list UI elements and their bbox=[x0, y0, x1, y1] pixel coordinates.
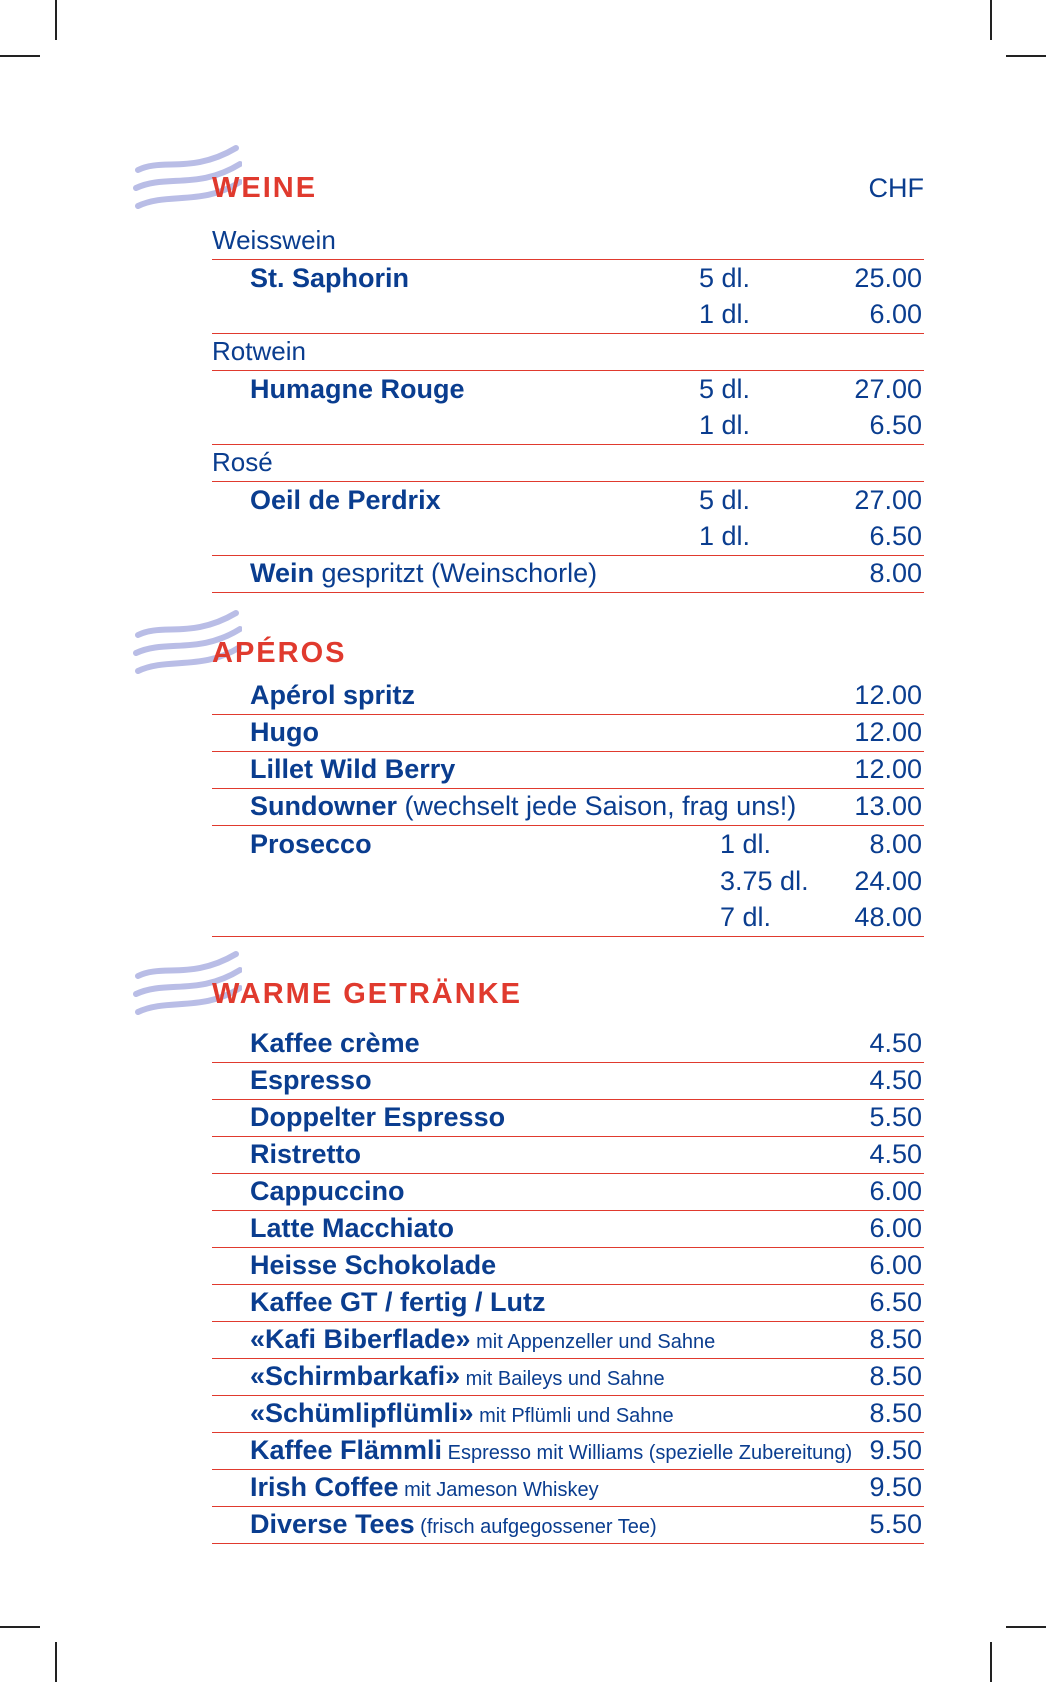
item-price: 13.00 bbox=[854, 791, 922, 821]
item-name-text: Kaffee Flämmli bbox=[250, 1435, 443, 1465]
item-name: Lillet Wild Berry bbox=[250, 754, 456, 784]
menu-item-row bbox=[212, 408, 924, 445]
menu-item-row bbox=[212, 1174, 924, 1211]
item-note: mit Pflümli und Sahne bbox=[473, 1405, 674, 1427]
item-name bbox=[250, 1361, 665, 1392]
item-name: Hugo bbox=[250, 717, 319, 747]
item-price: 6.50 bbox=[869, 410, 922, 440]
menu-item-row bbox=[212, 678, 924, 715]
crop-mark bbox=[990, 0, 992, 40]
item-size: 3.75 dl. bbox=[720, 866, 809, 896]
menu-item-row bbox=[212, 1507, 924, 1544]
item-name: Apérol spritz bbox=[250, 680, 416, 710]
item-price: 8.00 bbox=[869, 829, 922, 859]
item-name-text: «Schümlipflümli» bbox=[250, 1398, 474, 1428]
crop-mark bbox=[55, 1642, 57, 1682]
item-size: 5 dl. bbox=[699, 485, 751, 515]
item-size: 1 dl. bbox=[699, 410, 751, 440]
category-row bbox=[212, 223, 924, 260]
menu-item-row bbox=[212, 900, 924, 937]
item-name: Cappuccino bbox=[250, 1176, 405, 1206]
item-size: 5 dl. bbox=[699, 374, 751, 404]
item-price: 4.50 bbox=[869, 1139, 922, 1169]
menu-item-row bbox=[212, 371, 924, 408]
crop-mark bbox=[0, 1626, 40, 1628]
item-name: Prosecco bbox=[250, 829, 372, 859]
menu-item-row bbox=[212, 519, 924, 556]
menu-item-row bbox=[212, 1100, 924, 1137]
item-price: 25.00 bbox=[854, 263, 922, 293]
item-price: 12.00 bbox=[854, 680, 922, 710]
menu-item-row bbox=[212, 1396, 924, 1433]
warme-title: WARME GETRÄNKE bbox=[212, 978, 522, 1010]
item-price: 9.50 bbox=[869, 1472, 922, 1502]
item-name-text: Diverse Tees bbox=[250, 1509, 415, 1539]
item-note: (frisch aufgegossener Tee) bbox=[414, 1516, 657, 1538]
menu-item-row bbox=[212, 1248, 924, 1285]
item-name bbox=[250, 1472, 599, 1503]
item-price: 8.50 bbox=[869, 1361, 922, 1391]
item-name: Latte Macchiato bbox=[250, 1213, 455, 1243]
item-note: mit Appenzeller und Sahne bbox=[470, 1331, 716, 1353]
category-row bbox=[212, 334, 924, 371]
item-name: Kaffee GT / fertig / Lutz bbox=[250, 1287, 546, 1317]
item-note: gespritzt (Weinschorle) bbox=[314, 558, 598, 588]
category-label: Rosé bbox=[212, 447, 273, 477]
item-price: 8.00 bbox=[869, 558, 922, 588]
aperos-header bbox=[212, 635, 924, 675]
menu-item-row bbox=[212, 1026, 924, 1063]
category-label: Weisswein bbox=[212, 225, 336, 255]
menu-item-row bbox=[212, 260, 924, 297]
menu-item-row bbox=[212, 1359, 924, 1396]
currency-label: CHF bbox=[868, 173, 924, 203]
menu-item-row bbox=[212, 1211, 924, 1248]
menu-item-row bbox=[212, 789, 924, 826]
item-name: Oeil de Perdrix bbox=[250, 485, 441, 515]
menu-item-row bbox=[212, 715, 924, 752]
item-price: 6.50 bbox=[869, 1287, 922, 1317]
menu-item-row bbox=[212, 1322, 924, 1359]
category-label: Rotwein bbox=[212, 336, 306, 366]
item-price: 5.50 bbox=[869, 1509, 922, 1539]
menu-item-row bbox=[212, 1470, 924, 1507]
item-note: Espresso mit Williams (spezielle Zubereitung) bbox=[442, 1442, 853, 1464]
item-price: 8.50 bbox=[869, 1398, 922, 1428]
warme-header bbox=[212, 976, 924, 1016]
item-name: Heisse Schokolade bbox=[250, 1250, 497, 1280]
item-price: 48.00 bbox=[854, 902, 922, 932]
weine-title: WEINE bbox=[212, 172, 318, 204]
item-name-text: «Schirmbarkafi» bbox=[250, 1361, 461, 1391]
menu-item-row bbox=[212, 863, 924, 900]
item-name bbox=[250, 791, 796, 822]
item-price: 6.00 bbox=[869, 1213, 922, 1243]
menu-item-row bbox=[212, 1137, 924, 1174]
item-name-text: Irish Coffee bbox=[250, 1472, 399, 1502]
item-note: mit Baileys und Sahne bbox=[460, 1368, 665, 1390]
menu-item-row bbox=[212, 297, 924, 334]
item-price: 24.00 bbox=[854, 866, 922, 896]
item-name: Humagne Rouge bbox=[250, 374, 465, 404]
item-note: mit Jameson Whiskey bbox=[398, 1479, 599, 1501]
item-name bbox=[250, 1509, 657, 1540]
item-name: Kaffee crème bbox=[250, 1028, 420, 1058]
item-name bbox=[250, 1324, 715, 1355]
item-note: (wechselt jede Saison, frag uns!) bbox=[397, 791, 797, 821]
item-name-text: Wein bbox=[250, 558, 315, 588]
item-size: 1 dl. bbox=[699, 521, 751, 551]
weine-header bbox=[212, 170, 924, 210]
item-price: 5.50 bbox=[869, 1102, 922, 1132]
item-size: 7 dl. bbox=[720, 902, 772, 932]
menu-item-row bbox=[212, 1063, 924, 1100]
item-name bbox=[250, 558, 597, 589]
item-name: Espresso bbox=[250, 1065, 372, 1095]
item-price: 12.00 bbox=[854, 754, 922, 784]
item-size: 1 dl. bbox=[699, 299, 751, 329]
aperos-title: APÉROS bbox=[212, 637, 347, 669]
menu-item-row bbox=[212, 1433, 924, 1470]
item-price: 27.00 bbox=[854, 374, 922, 404]
item-name-text: Sundowner bbox=[250, 791, 397, 821]
crop-mark bbox=[0, 55, 40, 57]
item-price: 27.00 bbox=[854, 485, 922, 515]
crop-mark bbox=[1006, 55, 1046, 57]
menu-item-row bbox=[212, 752, 924, 789]
item-price: 4.50 bbox=[869, 1028, 922, 1058]
item-price: 4.50 bbox=[869, 1065, 922, 1095]
menu-item-row bbox=[212, 482, 924, 519]
crop-mark bbox=[55, 0, 57, 40]
item-price: 6.00 bbox=[869, 299, 922, 329]
item-name-text: «Kafi Biberflade» bbox=[250, 1324, 471, 1354]
item-price: 8.50 bbox=[869, 1324, 922, 1354]
item-price: 6.50 bbox=[869, 521, 922, 551]
item-name bbox=[250, 1398, 674, 1429]
item-name: St. Saphorin bbox=[250, 263, 410, 293]
menu-item-row bbox=[212, 556, 924, 593]
category-row bbox=[212, 445, 924, 482]
item-price: 12.00 bbox=[854, 717, 922, 747]
menu-item-row bbox=[212, 1285, 924, 1322]
item-name: Doppelter Espresso bbox=[250, 1102, 506, 1132]
item-price: 6.00 bbox=[869, 1176, 922, 1206]
item-price: 9.50 bbox=[869, 1435, 922, 1465]
menu-item-row bbox=[212, 826, 924, 863]
crop-mark bbox=[990, 1642, 992, 1682]
item-name: Ristretto bbox=[250, 1139, 362, 1169]
item-size: 1 dl. bbox=[720, 829, 772, 859]
item-price: 6.00 bbox=[869, 1250, 922, 1280]
item-name bbox=[250, 1435, 852, 1466]
crop-mark bbox=[1006, 1626, 1046, 1628]
item-size: 5 dl. bbox=[699, 263, 751, 293]
